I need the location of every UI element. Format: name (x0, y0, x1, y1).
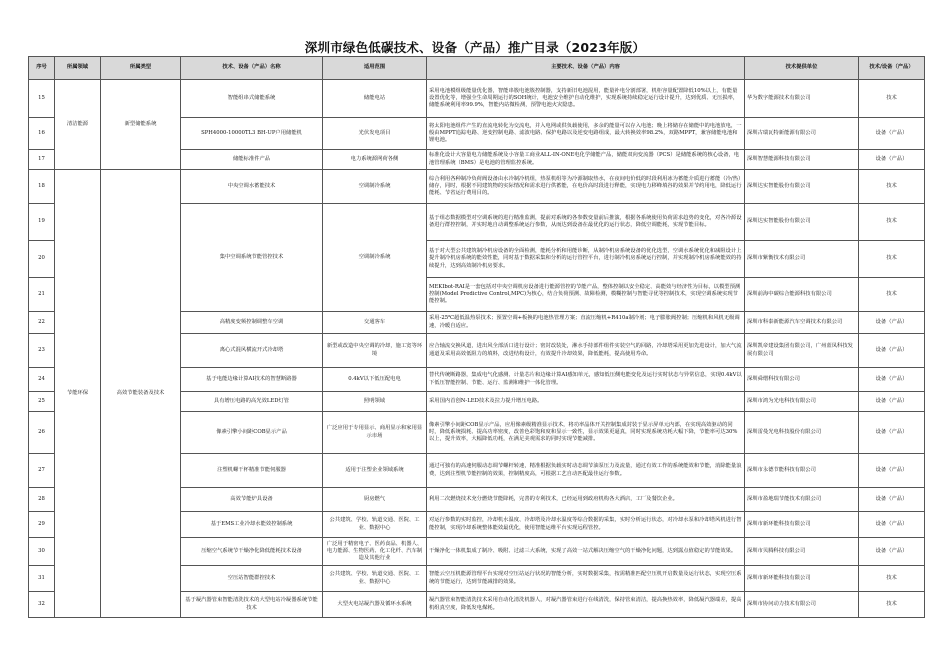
scope-cell: 交通客车 (323, 312, 427, 334)
provider-cell: 深圳舜熠科技有限公司 (745, 368, 859, 392)
scope-cell: 空调制冷系统 (323, 170, 427, 204)
type-cell: 技术 (859, 566, 925, 592)
content-cell: 基于对大型公共建筑制冷机房设备的全面检测，能耗分析和用能诊断，从制冷机房系统设备的优化选型，空调水系统优化和减阻设计上提升制冷机房系统的能效性能，同时基于数据采集和分析的运行管控平台，进行制冷机房系统运行控制，并实现制冷机房系统能效的持续提升，达到高效制冷机房要求。 (427, 241, 745, 278)
row-no: 16 (29, 118, 55, 150)
document-title: 深圳市绿色低碳技术、设备（产品）推广目录（2023年版） (304, 40, 646, 55)
tech-name: 基于凝汽器管束智能清洗技术的大型电站冷凝器系统节能技术 (181, 592, 323, 618)
content-cell: 利用二次燃烧技术充分燃烧节能降耗，完善的专利技术，已经运用到政府机构各大酒店，工厂及餐饮企业。 (427, 488, 745, 512)
row-no: 23 (29, 334, 55, 368)
content-cell: 采用国内首创N-LED技术及拉力提升增压电路。 (427, 392, 745, 412)
type-cell: 技术 (859, 592, 925, 618)
provider-cell: 深圳市协问动力技术有限公司 (745, 592, 859, 618)
provider-cell: 深圳凯帝建设集团有限公司，广州蓝凤科技发展有限公司 (745, 334, 859, 368)
content-cell: 基于组态数据模型对空调系统的进行精准监测，提前对系统的各参数变量前后推演，根据各系统使用负荷需求趋势的变化，对各冷源设备进行群控控制，并实时地自动调整系统运行参数，从而达到设备在最优化的运行状态，降低空调能耗，实现节能目标。 (427, 204, 745, 241)
row-no: 18 (29, 170, 55, 204)
type-cell: 技术 (859, 241, 925, 278)
content-cell: 标准化设计大容量电力储能系统及小容量工商业ALL-IN-ONE电化学储能产品，储能双向变流器（PCS）是储能系统的核心设备，电池管理系统（BMS）是电池的管理监控系统。 (427, 150, 745, 170)
row-no: 19 (29, 204, 55, 241)
type-cell: 设备（产品） (859, 150, 925, 170)
scope-cell: 照明领域 (323, 392, 427, 412)
tech-name: 高效节能炉具设备 (181, 488, 323, 512)
content-cell: 对运行参数的实时监控，冷却机水温度、冷却塔及冷却水温度等综合数据的采集，实时分析运行状态，对冷却水泵和冷却塔风机进行智能控制，实现冷却系统整体能效最优化，使用智能运维平台实现远程管控。 (427, 512, 745, 538)
tech-name: 基于电能边缘计算AI技术的智慧断路器 (181, 368, 323, 392)
content-cell: 像素引擎小间距COB显示产品，应用像素级精准显示技术，将功率晶体开关控制集成封装于显示屏单元内部，在实现高效驱动的同时，降低系统损耗、提高功率密度，改善色彩饱和度和显示一致性，显示效果更逼真，同时实现系统功耗大幅下降，节能率可达30%以上，提升效率，大幅降低功耗，在满足美观需求的同时实现节能减排。 (427, 412, 745, 454)
scope-cell: 新型或改造中央空调的冷却，施工宽等环境 (323, 334, 427, 368)
scope-cell: 适用于注塑企业领域系统 (323, 454, 427, 488)
row-no: 30 (29, 538, 55, 566)
field-cell: 清洁能源 (55, 80, 101, 170)
type-cell: 设备（产品） (859, 312, 925, 334)
tech-name: 基于EMS工业冷却水能效控制系统 (181, 512, 323, 538)
scope-cell: 大型火电站凝汽器及循环水系统 (323, 592, 427, 618)
tech-name: 具有增压电路的高光效LED灯管 (181, 392, 323, 412)
tech-name: 空压站智能群控技术 (181, 566, 323, 592)
provider-cell: 深圳市科泰新能源汽车空调技术有限公司 (745, 312, 859, 334)
content-cell: 综合利用各种制冷负荷阀设备由水冷制冷机组，热泵机组等为冷源制取热水，在夜间电价低的时段利用冰为蓄能介质进行蓄能（冷/热）储存，同时，根据不同建筑物的实际情况和需求进行供蓄能，在电价高时段进行释能，实现电力移峰填谷的效果并节约用电，降低运行能耗、节省运行费用目的。 (427, 170, 745, 204)
provider-cell: 深圳市新环能科技有限公司 (745, 566, 859, 592)
type-cell: 技术 (859, 80, 925, 118)
provider-cell: 深圳达实智能股份有限公司 (745, 170, 859, 204)
row-no: 17 (29, 150, 55, 170)
provider-cell: 深圳雷曼光电科技股份有限公司 (745, 412, 859, 454)
content-cell: MEKIbot-RAI是一套包括对中央空调机房设备进行能源管控的节能产品，整体控制以安全稳定、高能效与经济性为目标，以模型预测控制(Model Predictive Control,MPC)为核心，结合负荷预测、故障检测，模糊控制与智能寻优等控制技术，实现空调系统实现节能控制。 (427, 278, 745, 312)
scope-cell: 储能电站 (323, 80, 427, 118)
provider-cell: 深圳市贝腾科技有限公司 (745, 538, 859, 566)
row-no: 15 (29, 80, 55, 118)
tech-name: 像素引擎小间距COB显示产品 (181, 412, 323, 454)
tech-name: 压缩空气系统节干燥净化降低能耗技术设备 (181, 538, 323, 566)
provider-cell: 华为数字能源技术有限公司 (745, 80, 859, 118)
provider-cell: 深圳智慧能源科技有限公司 (745, 150, 859, 170)
header-row (29, 57, 925, 80)
scope-cell: 公共建筑、学校、轨道交通、医院、工业、数据中心 (323, 566, 427, 592)
provider-cell: 深圳市永德节能科技有限公司 (745, 454, 859, 488)
provider-cell: 深圳前海中碳综合能源科技有限公司 (745, 278, 859, 312)
tech-name: 高精度变频控制调整车空调 (181, 312, 323, 334)
row-no: 24 (29, 368, 55, 392)
row-no: 20 (29, 241, 55, 278)
tech-name: 储能标准件产品 (181, 150, 323, 170)
row-no: 22 (29, 312, 55, 334)
content-cell: 智能云空压机能源管理平台实现对空压站运行状况的智能分析，实时数据采集，按需精准匹配空压机开启数量及运行状态，实现空压系统的节能运行，达到节能减排的效果。 (427, 566, 745, 592)
header-name: 技术、设备（产品）名称 (181, 57, 323, 80)
scope-cell: 广泛应用于专用显示、商用显示和家用显示市场 (323, 412, 427, 454)
scope-cell: 0.4kV以下低压配电电 (323, 368, 427, 392)
scope-cell: 空调制冷系统 (323, 204, 427, 312)
tech-name: 离心式混风横流开式冷却塔 (181, 334, 323, 368)
provider-cell: 深圳市新环能科技有限公司 (745, 512, 859, 538)
row-no: 28 (29, 488, 55, 512)
field-cell: 节能环保 (55, 170, 101, 618)
type-cell: 设备（产品） (859, 118, 925, 150)
tech-name: 集中空调系统节能管控技术 (181, 204, 323, 312)
table-row (29, 80, 925, 118)
content-cell: 将太阳电池组件产生的直流电转化为交流电，并入电网或供负载使用，多余的能量可以存入电池；晚上将储存在储能中的电池放电，一般由MPPT追踪电路、逆变控制电路、滤波电路、保护电路以及逆变电路组成，最大转换效率98.2%，双路MPPT，兼容储能电池和锂电池。 (427, 118, 745, 150)
header-no: 序号 (29, 57, 55, 80)
row-no: 21 (29, 278, 55, 312)
header-type: 技术/设备（产品） (859, 57, 925, 80)
type-cell: 设备（产品） (859, 454, 925, 488)
content-cell: 干燥净化一体机集成了制冷、吸附、过滤三大系统，实现了高效一站式解决压缩空气的干燥净化问题，达到露点值稳定的节能效果。 (427, 538, 745, 566)
content-cell: 替代传统断路器，集成电气化感测、计量芯片和边缘计算AI感知单元，感知低压侧电能变化及运行实时状态与异常信息，实现0.4kV以下低压智能控制、节能、运行、监测和维护一体化管理。 (427, 368, 745, 392)
type-cell: 技术 (859, 278, 925, 312)
row-no: 29 (29, 512, 55, 538)
content-cell: 采用-25℃超低温热泵技术；预置空调+板换的电池热管理方案；直流压缩机+R410a制冷剂；电子膨胀阀控制；压缩机和风机无级调速，冷暖自适应。 (427, 312, 745, 334)
type-cell: 设备（产品） (859, 334, 925, 368)
content-cell: 采用电池模组级能量优化器，智能串簇电池簇控制器，支持新旧电池混用，能量补电分割部署，机柜容量配置降低10%以上，有能量设置优化等，增强全生命周期运行的SOH统计，电池安全维护自动化维护，实现系统持续稳定运行设计提升，达到优质、无压损率，储能系统利用率99.9%，智能内站微检测，预警电池火灾隐患。 (427, 80, 745, 118)
row-no: 25 (29, 392, 55, 412)
row-no: 27 (29, 454, 55, 488)
scope-cell: 厨房燃气 (323, 488, 427, 512)
row-no: 32 (29, 592, 55, 618)
provider-cell: 深圳达实智能股份有限公司 (745, 204, 859, 241)
category-cell: 新型储能系统 (101, 80, 181, 170)
content-cell: 应合轴流交换风道，进出风全部活口进行设计；密封改装处，淋水手持部件组件实装空气的回路，冷却塔采用更加先进设计，加大气流通道及采用高效低阻力的填料，改进结构设计，有效提升冷却效果，降低能耗，提高使用寿命。 (427, 334, 745, 368)
provider-cell: 深圳市紫衡技术有限公司 (745, 241, 859, 278)
category-cell: 高效节能装备及技术 (101, 170, 181, 618)
type-cell: 设备（产品） (859, 538, 925, 566)
table-row (29, 170, 925, 204)
content-cell: 凝汽器管束智能清洗技术采用自动化清洗机器人，对凝汽器管束进行在线清洗，保持管束清洁，提高换热效率，降低凝汽器端差，提高机组真空度，降低发电煤耗。 (427, 592, 745, 618)
scope-cell: 电力系统源网荷各侧 (323, 150, 427, 170)
type-cell: 技术 (859, 204, 925, 241)
scope-cell: 广泛用于精密电子、医药食品、机器人、电力能源、生物医药、化工化纤、汽车制造及其他行业 (323, 538, 427, 566)
provider-cell: 深圳市盈地瑞节能技术有限公司 (745, 488, 859, 512)
tech-name: 中央空调水蓄能技术 (181, 170, 323, 204)
tech-name: 智能组串式储能系统 (181, 80, 323, 118)
type-cell: 设备（产品） (859, 488, 925, 512)
row-no: 31 (29, 566, 55, 592)
type-cell: 设备（产品） (859, 368, 925, 392)
type-cell: 设备（产品） (859, 392, 925, 412)
type-cell: 设备（产品） (859, 512, 925, 538)
header-field: 所属领域 (55, 57, 101, 80)
scope-cell: 公共建筑、学校、轨道交通、医院、工业、数据中心 (323, 512, 427, 538)
row-no: 26 (29, 412, 55, 454)
tech-name: 注塑机螺干杯精准节能伺服器 (181, 454, 323, 488)
header-category: 所属类型 (101, 57, 181, 80)
tech-name: SPH4000-10000TL3 BH-UP户用储能机 (181, 118, 323, 150)
type-cell: 技术 (859, 170, 925, 204)
scope-cell: 光伏发电项目 (323, 118, 427, 150)
type-cell: 设备（产品） (859, 412, 925, 454)
provider-cell: 深圳古瑞瓦特新能源有限公司 (745, 118, 859, 150)
content-cell: 通过可独有的高速伺服动态调节螺杆转速，精准根据负载实时动态调节油泵压力及流量，通过有效工作的系统能效和节能，消除能量浪费，达到注塑机节能控制的效果，控制精度高，可根据工艺自动匹配最佳运行参数。 (427, 454, 745, 488)
catalog-table (28, 56, 925, 618)
header-provider: 技术提供单位 (745, 57, 859, 80)
provider-cell: 深圳市鸿为光电科技有限公司 (745, 392, 859, 412)
header-scope: 适用范围 (323, 57, 427, 80)
header-content: 主要技术、设备（产品）内容 (427, 57, 745, 80)
